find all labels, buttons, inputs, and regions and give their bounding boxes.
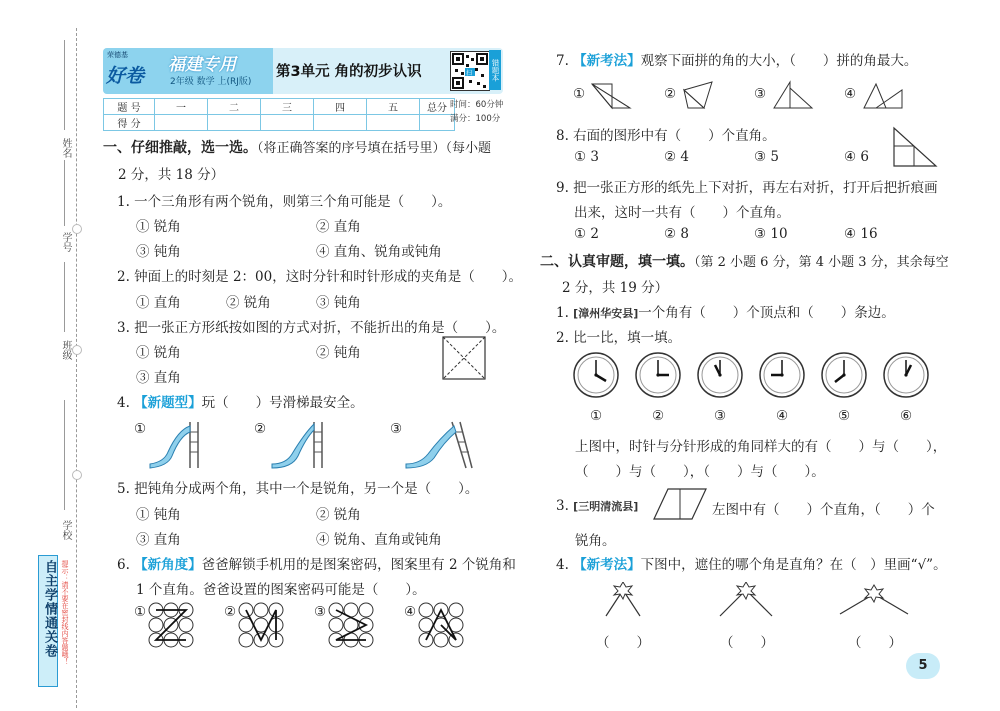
covered-angle-1 (598, 582, 648, 618)
score-input[interactable] (155, 115, 208, 131)
q9-option-a[interactable]: ① 2 (574, 226, 599, 242)
score-cell: 二 (208, 99, 261, 115)
id-label: 学号 (60, 232, 71, 252)
binding-hole (72, 470, 82, 480)
pattern-lock-4 (418, 602, 464, 648)
clock-label-2: ② (652, 408, 665, 424)
s2q2-line2: （ ）与（ ），（ ）与（ ）。 (575, 464, 825, 480)
brand-vertical-box (38, 555, 58, 687)
q8-option-d[interactable]: ④ 6 (844, 149, 869, 165)
covered-angle-2 (716, 582, 776, 618)
error-book-badge: 错题本 (489, 50, 501, 90)
score-cell: 五 (367, 99, 420, 115)
pattern-lock-3 (328, 602, 374, 648)
clock-row (572, 350, 932, 402)
q5-option-d[interactable]: ④ 锐角、直角或钝角 (316, 532, 442, 548)
section1-note: 2 分，共 18 分） (118, 167, 225, 183)
score-cell: 得 分 (104, 115, 155, 131)
clock-label-1: ① (590, 408, 603, 424)
q5-option-a[interactable]: ① 钝角 (136, 507, 181, 523)
brand-vertical: 自主学情通关卷 (42, 560, 57, 658)
folded-square-figure (442, 336, 486, 380)
q1-option-c[interactable]: ③ 钝角 (136, 244, 181, 260)
score-input[interactable] (208, 115, 261, 131)
clock-1 (574, 353, 618, 397)
binding-hole (72, 345, 82, 355)
clock-label-5: ⑤ (838, 408, 851, 424)
q4-label-2[interactable]: ② (254, 421, 267, 437)
q9-option-d[interactable]: ④ 16 (844, 226, 878, 242)
section2-title: 二、认真审题，填一填。（第 2 小题 6 分，第 4 小题 3 分，其余每空 (540, 254, 949, 270)
clock-2 (636, 353, 680, 397)
set-square-figure-2 (682, 80, 722, 110)
clock-label-4: ④ (776, 408, 789, 424)
s2q4-answer-2[interactable]: （ ） (720, 635, 774, 651)
q3-option-b[interactable]: ② 钝角 (316, 345, 361, 361)
score-input[interactable] (367, 115, 420, 131)
score-cell: 三 (261, 99, 314, 115)
slide-figure-2 (270, 418, 332, 470)
slide-figure-1 (148, 418, 206, 470)
class-field[interactable] (64, 262, 65, 332)
s2q4-text: 4. 【新考法】下图中，遮住的哪个角是直角？在（ ）里画“√”。 (556, 557, 947, 573)
q7-text: 7. 【新考法】观察下面拼的角的大小，（ ）拼的角最大。 (556, 53, 918, 69)
school-label: 学校 (60, 520, 71, 540)
q1-option-b[interactable]: ② 直角 (316, 219, 361, 235)
q8-option-b[interactable]: ② 4 (664, 149, 689, 165)
id-field[interactable] (64, 160, 65, 226)
q7-label-2[interactable]: ② (664, 86, 677, 102)
set-square-figure-3 (772, 80, 814, 110)
q4-label-1[interactable]: ① (134, 421, 147, 437)
q4-label-3[interactable]: ③ (390, 421, 403, 437)
q9-option-c[interactable]: ③ 10 (754, 226, 788, 242)
q6-label-3[interactable]: ③ (314, 604, 327, 620)
binding-hole (72, 224, 82, 234)
right-triangle-figure (892, 126, 938, 168)
q2-option-c[interactable]: ③ 钝角 (316, 295, 361, 311)
logo (104, 50, 164, 90)
clock-label-6: ⑥ (900, 408, 913, 424)
q7-label-4[interactable]: ④ (844, 86, 857, 102)
clock-6 (884, 353, 928, 397)
logo-main-text: 好卷 (106, 65, 145, 87)
seal-line (76, 28, 77, 708)
q2-text: 2. 钟面上的时刻是 2：00，这时分针和时针形成的夹角是（ ）。 (117, 269, 522, 285)
score-table (103, 98, 455, 131)
q2-option-a[interactable]: ① 直角 (136, 295, 181, 311)
clock-3 (698, 353, 742, 397)
section1-title: 一、仔细推敲，选一选。（将正确答案的序号填在括号里）（每小题 (103, 140, 492, 156)
q3-option-c[interactable]: ③ 直角 (136, 370, 181, 386)
score-cell: 四 (314, 99, 367, 115)
set-square-figure-4 (862, 80, 904, 110)
q1-option-d[interactable]: ④ 直角、锐角或钝角 (316, 244, 442, 260)
clock-4 (760, 353, 804, 397)
q9-option-b[interactable]: ② 8 (664, 226, 689, 242)
score-input[interactable] (314, 115, 367, 131)
seal-hint: 提示：请不要在密封线内答题哦！ (61, 560, 69, 665)
s2q2-text: 2. 比一比，填一填。 (556, 330, 682, 346)
score-input[interactable] (261, 115, 314, 131)
logo-top-text: 荣德基 (107, 51, 128, 59)
q5-option-b[interactable]: ② 锐角 (316, 507, 361, 523)
s2q3-label: 3. [三明清流县] (556, 498, 639, 514)
q6-text: 6. 【新角度】爸爸解锁手机用的是图案密码，图案里有 2 个锐角和 (117, 557, 516, 573)
set-square-figure-1 (590, 80, 632, 110)
s2q4-answer-1[interactable]: （ ） (596, 635, 650, 651)
school-field[interactable] (64, 400, 65, 510)
s2q1-text: 1. [漳州华安县]一个角有（ ）个顶点和（ ）条边。 (556, 305, 895, 321)
q3-text: 3. 把一张正方形纸按如图的方式对折，不能折出的角是（ ）。 (117, 320, 506, 336)
qr-label: 扫 (466, 70, 473, 77)
parallelogram-figure (652, 487, 708, 521)
q5-option-c[interactable]: ③ 直角 (136, 532, 181, 548)
q1-option-a[interactable]: ① 锐角 (136, 219, 181, 235)
s2q3-text: 左图中有（ ）个直角，（ ）个 (712, 502, 935, 518)
clock-label-3: ③ (714, 408, 727, 424)
brand-title: 福建专用 (168, 55, 236, 75)
name-field[interactable] (64, 40, 65, 130)
q8-text: 8. 右面的图形中有（ ）个直角。 (556, 128, 776, 144)
pattern-lock-1 (148, 602, 194, 648)
q2-option-b[interactable]: ② 锐角 (226, 295, 271, 311)
time-limit: 时间：60分钟 (450, 100, 504, 110)
score-cell: 一 (155, 99, 208, 115)
q6-label-2[interactable]: ② (224, 604, 237, 620)
q6-label-1[interactable]: ① (134, 604, 147, 620)
q6-text2: 1 个直角。爸爸设置的图案密码可能是（ ）。 (136, 582, 426, 598)
unit-title: 第3单元 角的初步认识 (276, 64, 422, 80)
score-value-row (104, 115, 455, 131)
s2q2-line1: 上图中，时针与分针形成的角同样大的有（ ）与（ ）， (575, 439, 947, 455)
q1-text: 1. 一个三角形有两个锐角，则第三个角可能是（ ）。 (117, 194, 452, 210)
q9-text: 9. 把一张正方形的纸先上下对折，再左右对折，打开后把折痕画 (556, 180, 938, 196)
q8-option-a[interactable]: ① 3 (574, 149, 599, 165)
score-cell: 题 号 (104, 99, 155, 115)
class-label: 班级 (60, 340, 71, 360)
s2q4-answer-3[interactable]: （ ） (848, 635, 902, 651)
s2q3-text2: 锐角。 (575, 533, 616, 549)
section2-note: 2 分，共 19 分） (562, 280, 669, 296)
name-label: 姓名 (60, 138, 71, 158)
qr-code-icon[interactable] (450, 51, 490, 91)
q6-label-4[interactable]: ④ (404, 604, 417, 620)
pattern-lock-2 (238, 602, 284, 648)
q5-text: 5. 把钝角分成两个角，其中一个是锐角，另一个是（ ）。 (117, 481, 479, 497)
covered-angle-3 (838, 584, 910, 616)
q9-text2: 出来，这时一共有（ ）个直角。 (574, 205, 790, 221)
full-score: 满分：100分 (450, 114, 501, 124)
q7-label-3[interactable]: ③ (754, 86, 767, 102)
slide-figure-3 (404, 418, 474, 470)
q7-label-1[interactable]: ① (573, 86, 586, 102)
page-number: 5 (906, 653, 940, 679)
q3-option-a[interactable]: ① 锐角 (136, 345, 181, 361)
grade-subtitle: 2年级 数学 上(RJ版) (170, 77, 252, 87)
clock-5 (822, 353, 866, 397)
score-cell: 总分 (420, 99, 455, 115)
q8-option-c[interactable]: ③ 5 (754, 149, 779, 165)
score-header-row (104, 99, 455, 115)
q4-text: 4. 【新题型】玩（ ）号滑梯最安全。 (117, 395, 364, 411)
